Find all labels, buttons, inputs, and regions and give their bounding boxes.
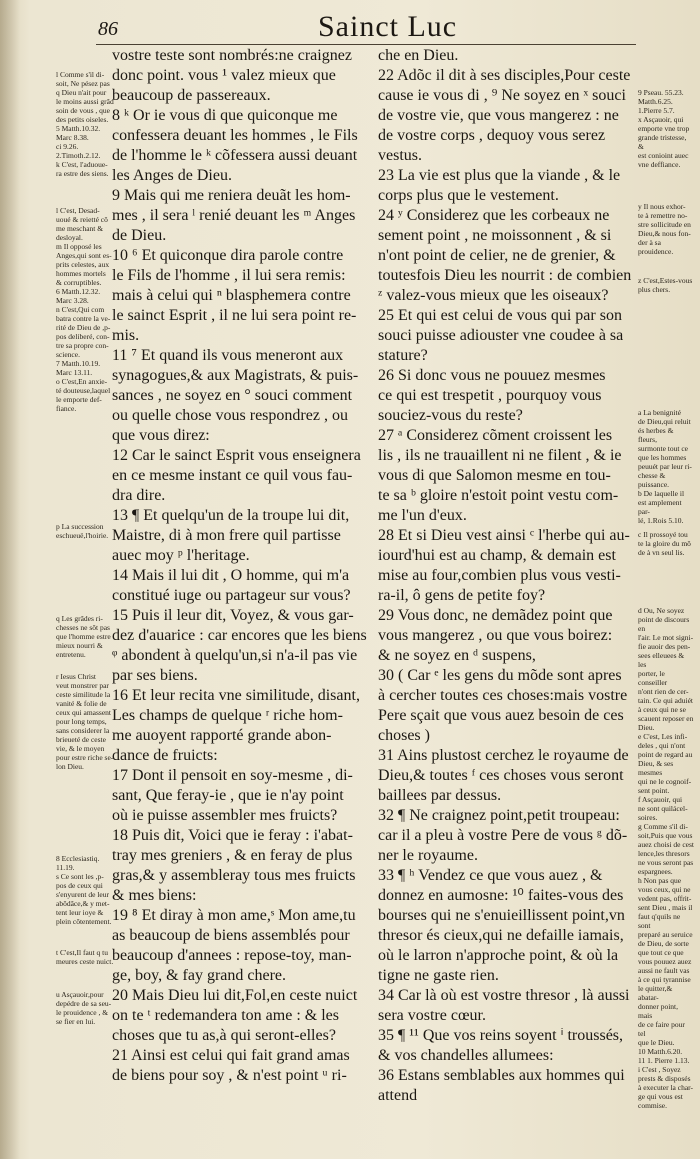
left-text-column <box>112 46 374 1086</box>
text-line: de l'homme le ᵏ cõfessera aussi deuant <box>112 147 358 164</box>
text-line: car il a pleu à vostre Pere de vous ᵍ dõ- <box>378 827 628 844</box>
text-line: attend <box>378 1087 418 1104</box>
margin-note: 9 Pseau. 55.23. Matth.6.25. 1.Pierre 5.7. x Asçauoir, qui emporte vne trop grande tristesse, & est conioint auec vne deffiance. <box>638 88 690 169</box>
text-line: en ce mesme instant ce quil vous fau- <box>112 467 353 484</box>
text-line: Maistre, di à mon frere quil partisse <box>112 527 341 544</box>
text-line: me l'un d'eux. <box>378 507 467 524</box>
margin-note: r Iesus Christ veut monstrer par ceste similitude la vanité & folie de ceux qui amassent pour long temps, sans considerer la brieueté de ceste vie, & le moyen pour estre riche se- lon Dieu. <box>56 672 114 771</box>
binding-shadow <box>0 0 20 1159</box>
text-line: dez d'auarice : car encores que les biens <box>112 627 367 644</box>
text-line: de vostre corps , dequoy vous serez <box>378 127 606 144</box>
text-line: de Dieu. <box>112 227 167 244</box>
text-line: 20 Mais Dieu lui dit,Fol,en ceste nuict <box>112 987 358 1004</box>
text-line: beaucoup de passereaux. <box>112 87 271 104</box>
text-line: choses ) <box>378 727 430 744</box>
text-line: 15 Puis il leur dit, Voyez, & vous gar- <box>112 607 354 624</box>
running-title: Sainct Luc <box>318 10 458 43</box>
text-line: synagogues,& aux Magistrats, & puis- <box>112 367 359 384</box>
text-line: 21 Ainsi est celui qui fait grand amas <box>112 1047 350 1064</box>
margin-note: 8 Ecclesiastiq. 11.19. s Ce sont les ,p- pos de ceux qui s'enyurent de leur abõdãce,& y met- tent leur ioye & plein cõtentement. <box>56 854 112 926</box>
text-line: cause ie vous di , ⁹ Ne soyez en ˣ souci <box>378 87 626 104</box>
margin-note: c Il prossoyé tou te la gloire du mõ de à vn seul lis. <box>638 530 691 557</box>
margin-note: q Les grãdes ri- chesses ne sõt pas que l'homme estre mieux nourri & entretenu. <box>56 614 111 659</box>
margin-note: t C'est,Il faut q tu meures ceste nuict. <box>56 948 114 966</box>
text-line: 35 ¶ ¹¹ Que vos reins soyent ⁱ troussés, <box>378 1027 624 1044</box>
text-line: Dieu,& toutes ᶠ ces choses vous seront <box>378 767 624 784</box>
text-line: & ne soyez en ᵈ suspens, <box>378 647 536 664</box>
margin-note: z C'est,Estes-vous plus chers. <box>638 276 693 294</box>
text-line: 11 ⁷ Et quand ils vous meneront aux <box>112 347 344 364</box>
text-line: que vous direz: <box>112 427 210 444</box>
text-line: ou quelle chose vous respondrez , ou <box>112 407 348 424</box>
text-line: sement point , ne moissonnent , & si <box>378 227 612 244</box>
text-line: de biens pour soy , & n'est point ᵘ ri- <box>112 1067 347 1084</box>
text-line: corps plus que le vestement. <box>378 187 559 204</box>
page-number: 86 <box>98 18 118 40</box>
text-line: ᶻ valez-vous mieux que les oiseaux? <box>378 287 609 304</box>
text-line: sera vostre cœur. <box>378 1007 486 1024</box>
text-line: mise au four,combien plus vous vesti- <box>378 567 621 584</box>
text-line: 22 Adõc il dit à ses disciples,Pour ceste <box>378 67 631 84</box>
text-line: donnez en aumosne: ¹⁰ faites-vous des <box>378 887 624 904</box>
text-line: auec moy ᵖ l'heritage. <box>112 547 250 564</box>
text-line: che en Dieu. <box>378 47 459 64</box>
text-line: mes , il sera ˡ renié deuant les ᵐ Anges <box>112 207 356 224</box>
text-line: 32 ¶ Ne craignez point,petit troupeau: <box>378 807 620 824</box>
margin-note: p La succession eschueuë,l'hoirie. <box>56 522 109 540</box>
text-line: le sainct Esprit , il ne lui sera point re- <box>112 307 357 324</box>
text-line: vous mangerez , ou que vous boirez: <box>378 627 613 644</box>
text-line: 27 ᵃ Considerez cõment croissent les <box>378 427 613 444</box>
text-line: iourd'hui est au champ, & demain est <box>378 547 616 564</box>
text-line: 33 ¶ ʰ Vendez ce que vous auez , & <box>378 867 603 884</box>
text-line: 23 La vie est plus que la viande , & le <box>378 167 621 184</box>
text-line: ᵠ abondent à quelqu'un,si n'a-il pas vie <box>112 647 358 664</box>
text-line: 8 ᵏ Or ie vous di que quiconque me <box>112 107 338 124</box>
text-line: ner le royaume. <box>378 847 478 864</box>
text-line: ge, boy, & fay grand chere. <box>112 967 286 984</box>
text-line: ra-il, ô gens de petite foy? <box>378 587 546 604</box>
text-line: sant, Que feray-ie , que ie n'ay point <box>112 787 344 804</box>
text-line: dra dire. <box>112 487 166 504</box>
right-text-column <box>378 46 640 1106</box>
text-line: & mes biens: <box>112 887 197 904</box>
text-line: 19 ⁸ Et diray à mon ame,ˢ Mon ame,tu <box>112 907 356 924</box>
text-line: te sa ᵇ gloire n'estoit point vestu com- <box>378 487 619 504</box>
text-line: toutesfois Dieu les nourrit : de combien <box>378 267 632 284</box>
text-line: souciez-vous du reste? <box>378 407 523 424</box>
text-line: gras,& y assembleray tous mes fruicts <box>112 867 356 884</box>
text-line: baillees par dessus. <box>378 787 502 804</box>
margin-note: d Ou, Ne soyez point de discours en l'air. Le mot signi- fie auoir des pen- sees elleuees & les porter, le conseiller n'ont rien de cer- tain. Ce qui aduiét à ceux qui ne se scauent reposer en Dieu. e C'est, Les infi- deles , qui n'ont point de regard au Dieu, & ses mesmes qui ne le cognoif- sent point. f Asçauoir, qui ne sont quilácel- soires. g Comme s'il di- soit,Puis que vous auez choisi de cest lence,les thresors ne vous seront pas espargnees. h Non pas que vous ceux, qui ne vedent pas, offrit- sent Dieu , mais il faut q'quils ne sont preparé au seruice de Dieu, de sorte que tout ce que vous pouuez auez aussi ne fault vas à ce qui tyrannise le quitter,& abatar- donner point, mais de ce faire pour tel que le Dieu. 10 Matth.6.20. 11 1. Pierre 1.13. i C'est , Soyez prests & disposés à executer la char- ge qui vous est commise. <box>638 606 695 1110</box>
text-line: 28 Et si Dieu vest ainsi ᶜ l'herbe qui au- <box>378 527 630 544</box>
margin-note: y Il nous exhor- te à remettre no- stre sollicitude en Dieu,& nous fon- der à sa prouidence. <box>638 202 691 256</box>
text-line: beaucoup d'annees : repose-toy, man- <box>112 947 352 964</box>
text-line: mis. <box>112 327 140 344</box>
text-line: vestus. <box>378 147 422 164</box>
text-line: 13 ¶ Et quelqu'un de la troupe lui dit, <box>112 507 350 524</box>
text-line: 36 Estans semblables aux hommes qui <box>378 1067 625 1084</box>
text-line: tray mes greniers , & en feray de plus <box>112 847 353 864</box>
margin-note: l Comme s'il di- soit, Ne pésez pas q Dieu n'ait pour le moins aussi grãd soin de vous , que des petits oiseles. 5 Matth.10.32. Marc 8.38. ci 9.26. 2.Timoth.2.12. k C'est, l'aduoue- ra estre des siens. <box>56 70 114 178</box>
text-line: 25 Et qui est celui de vous qui par son <box>378 307 622 324</box>
text-line: Les champs de quelque ʳ riche hom- <box>112 707 343 724</box>
text-line: 26 Si donc vous ne pouuez mesmes <box>378 367 606 384</box>
text-line: où le larron n'approche point, & où la <box>378 947 619 964</box>
text-line: 12 Car le sainct Esprit vous enseignera <box>112 447 361 464</box>
text-line: ce qui est trespetit , pourquoy vous <box>378 387 602 404</box>
text-line: 14 Mais il lui dit , O homme, qui m'a <box>112 567 350 584</box>
text-line: me auoyent rapporté grande abon- <box>112 727 332 744</box>
text-line: de vostre vie, que vous mangerez : ne <box>378 107 619 124</box>
text-line: dance de fruicts: <box>112 747 218 764</box>
text-line: on te ᵗ redemandera ton ame : & les <box>112 1007 339 1024</box>
text-line: où ie puisse assembler mes fruicts? <box>112 807 338 824</box>
text-line: n'ont point de celier, ne de grenier, & <box>378 247 616 264</box>
text-line: stature? <box>378 347 428 364</box>
text-line: 29 Vous donc, ne demãdez point que <box>378 607 613 624</box>
text-line: vostre teste sont nombrés:ne craignez <box>112 47 352 64</box>
text-line: 24 ʸ Considerez que les corbeaux ne <box>378 207 610 224</box>
margin-note: l C'est, Desad- uoué & reietté cõ me meschant & desloyal. m Il opposé les Anges,qui sont es- prits celestes, aux hommes mortels & corruptibles. 6 Matth.12.32. Marc 3.28. n C'est,Qui com batra contre la ve- rité de Dieu de ,p- pos deliberé, con- tre sa propre con- science. 7 Matth.10.19. Marc 13.11. o C'est,En anxie- té douteuse,laquel le emporte def- fiance. <box>56 206 112 413</box>
text-line: à cercher toutes ces choses:mais vostre <box>378 687 628 704</box>
text-line: 10 ⁶ Et quiconque dira parole contre <box>112 247 344 264</box>
text-line: & vos chandelles allumees: <box>378 1047 554 1064</box>
text-line: constitué iuge ou partageur sur vous? <box>112 587 351 604</box>
text-line: as beaucoup de biens assemblés pour <box>112 927 350 944</box>
margin-note: a La benignité de Dieu,qui reluit és herbes & fleurs, surmonte tout ce que les hommes peuuét par leur ri- chesse & puissance. b De laquelle il est amplement par- lé, 1.Rois 5.10. <box>638 408 692 525</box>
text-line: 16 Et leur recita vne similitude, disant, <box>112 687 360 704</box>
text-line: tigne ne gaste rien. <box>378 967 499 984</box>
text-line: 18 Puis dit, Voici que ie feray : i'abat- <box>112 827 353 844</box>
text-line: mais à celui qui ⁿ blasphemera contre <box>112 287 351 304</box>
text-line: les Anges de Dieu. <box>112 167 232 184</box>
margin-note: u Asçauoir,pour depédre de sa seu- le prouidence , & se fier en lui. <box>56 990 112 1026</box>
text-line: Pere sçait que vous auez besoin de ces <box>378 707 624 724</box>
text-line: confessera deuant les hommes , le Fils <box>112 127 358 144</box>
text-line: 9 Mais qui me reniera deuãt les hom- <box>112 187 351 204</box>
text-line: le Fils de l'homme , il lui sera remis: <box>112 267 346 284</box>
text-line: lis , ils ne trauaillent ni ne filent , & ie <box>378 447 622 464</box>
text-line: thresor és cieux,qui ne defaille iamais, <box>378 927 624 944</box>
text-line: 30 ( Car ᵉ les gens du mõde sont apres <box>378 667 622 684</box>
text-line: vous di que Salomon mesme en tou- <box>378 467 611 484</box>
text-line: choses que tu as,à qui seront-elles? <box>112 1027 336 1044</box>
text-line: donc point. vous ¹ valez mieux que <box>112 67 336 84</box>
text-line: sances , ne soyez en ° souci comment <box>112 387 353 404</box>
text-line: bourses qui ne s'enuieillissent point,vn <box>378 907 625 924</box>
text-line: par ses biens. <box>112 667 198 684</box>
header-rule <box>96 44 636 45</box>
text-line: 17 Dont il pensoit en soy-mesme , di- <box>112 767 353 784</box>
text-line: 31 Ains plustost cerchez le royaume de <box>378 747 629 764</box>
text-line: 34 Car là où est vostre thresor , là aussi <box>378 987 630 1004</box>
text-line: souci puisse adiouster vne coudee à sa <box>378 327 624 344</box>
